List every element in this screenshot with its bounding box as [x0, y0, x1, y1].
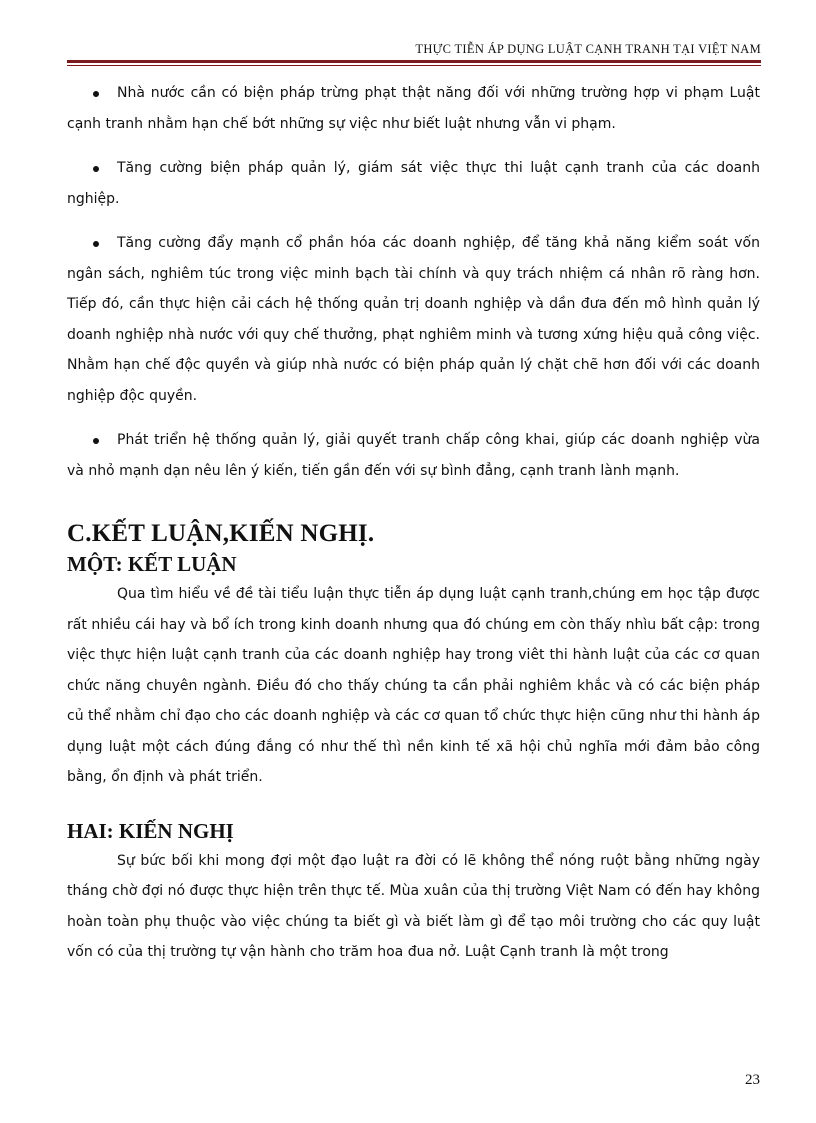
- bullet-icon: [93, 91, 99, 97]
- bullet-icon: [93, 166, 99, 172]
- recommendation-paragraph: Sự bức bối khi mong đợi một đạo luật ra đời có lẽ không thể nóng ruột bằng những ngày tháng chờ đợi nó được thực hiện trên thực tế. Mùa xuân của thị trường Việt Nam có đến hay không hoàn toàn phụ thuộc vào việc chúng ta biết gì và biết làm gì để tạo môi trường cho các quy luật vốn có của thị trường tự vận hành cho trăm hoa đua nở. Luật Cạnh tranh là một trong: [67, 852, 760, 960]
- bullet-text: Phát triển hệ thống quản lý, giải quyết tranh chấp công khai, giúp các doanh nghiệp vừa và nhỏ mạnh dạn nêu lên ý kiến, tiến gần đến với sự bình đẳng, cạnh tranh lành mạnh.: [67, 432, 760, 479]
- page-number: 23: [745, 1072, 760, 1088]
- header-rule-thin: [67, 65, 761, 66]
- bullet-text: Tăng cường đẩy mạnh cổ phần hóa các doanh nghiệp, để tăng khả năng kiểm soát vốn ngân sách, nghiêm túc trong việc minh bạch tài chính và quy trách nhiệm cá nhân rõ ràng hơn. Tiếp đó, cần thực hiện cải cách hệ thống quản trị doanh nghiệp và dần đưa đến mô hình quản lý doanh nghiệp nhà nước với quy chế thưởng, phạt nghiêm minh và tương xứng hiệu quả công việc. Nhằm hạn chế độc quyền và giúp nhà nước có biện pháp quản lý chặt chẽ hơn đối với các doanh nghiệp độc quyền.: [67, 235, 760, 404]
- bullet-item: [67, 78, 760, 139]
- bullet-item: [67, 425, 760, 486]
- bullet-icon: [93, 241, 99, 247]
- subsection-heading-conclusion: MỘT: KẾT LUẬN: [67, 552, 237, 576]
- bullet-item: [67, 153, 760, 214]
- section-title: C.KẾT LUẬN,KIẾN NGHỊ.: [67, 520, 375, 547]
- page-content: [67, 78, 760, 968]
- bullet-item: [67, 228, 760, 411]
- running-header: THỰC TIỄN ÁP DỤNG LUẬT CẠNH TRANH TẠI VIỆT NAM: [415, 42, 761, 56]
- bullet-text: Tăng cường biện pháp quản lý, giám sát việc thực thi luật cạnh tranh của các doanh nghiệp.: [67, 160, 760, 207]
- bullet-icon: [93, 438, 99, 444]
- header-rule-thick: [67, 60, 761, 63]
- conclusion-paragraph: Qua tìm hiểu về đề tài tiểu luận thực tiễn áp dụng luật cạnh tranh,chúng em học tập được rất nhiều cái hay và bổ ích trong kinh doanh nhưng qua đó chúng em còn thấy nhìu bất cập: trong việc thực hiện luật cạnh tranh của các doanh nghiệp hay trong viêt thi hành luật của các cơ quan chức năng chuyên ngành. Điều đó cho thấy chúng ta cần phải nghiêm khắc và có các biện pháp củ thể nhằm chỉ đạo cho các doanh nghiệp và các cơ quan tổ chức thực hiện cũng như thi hành áp dụng luật một cách đúng đắng có như thế thì nền kinh tế xã hội chủ nghĩa mới đảm bảo công bằng, ổn định và phát triển.: [67, 586, 760, 785]
- subsection-heading-recommendation: HAI: KIẾN NGHỊ: [67, 818, 234, 843]
- bullet-text: Nhà nước cần có biện pháp trừng phạt thật năng đối với những trường hợp vi phạm Luật cạnh tranh nhằm hạn chế bớt những sự việc như biết luật nhưng vẫn vi phạm.: [67, 85, 760, 132]
